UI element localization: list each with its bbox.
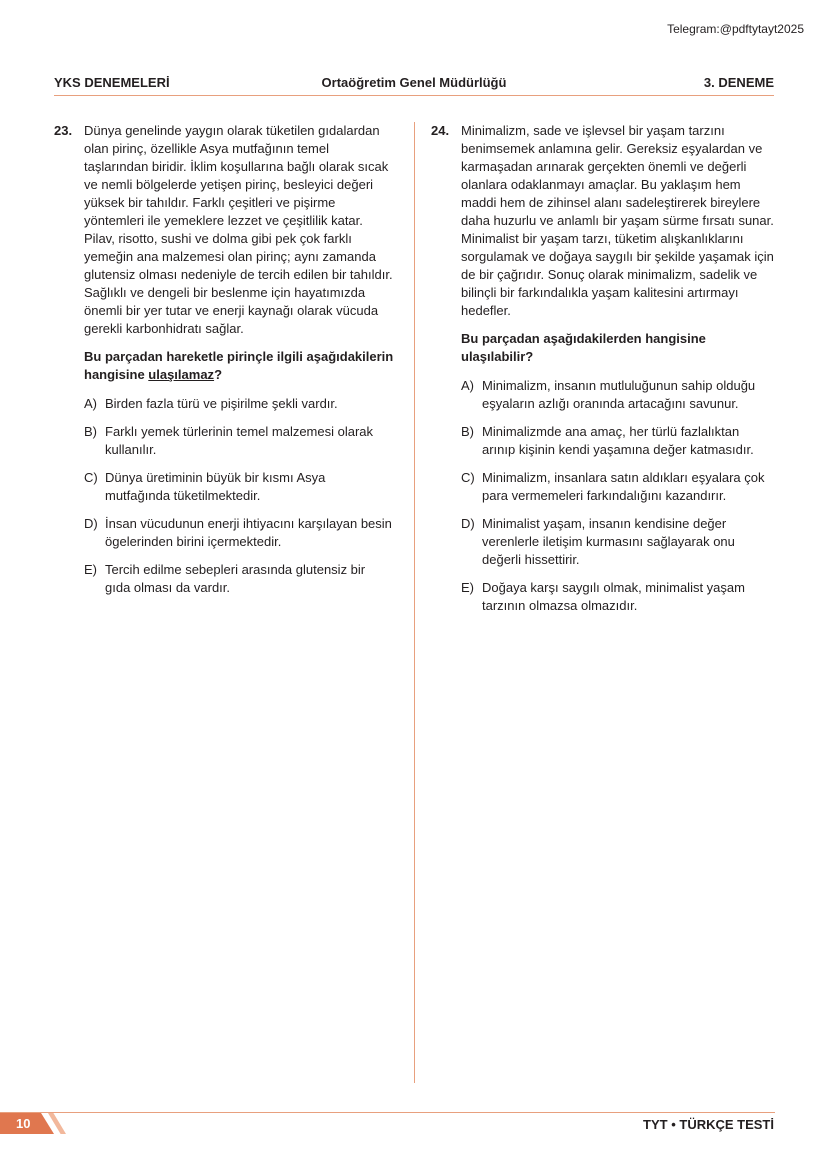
header-left: YKS DENEMELERİ: [54, 75, 170, 90]
option-text: Minimalist yaşam, insanın kendisine değer verenlerle iletişim kurmasını sağlayarak onu değerli hissettirir.: [482, 516, 735, 567]
option-letter: D): [84, 516, 98, 531]
question-23: [54, 122, 394, 607]
page-header: [54, 75, 774, 96]
option-letter: C): [84, 470, 98, 485]
option-letter: E): [461, 580, 474, 595]
option-letter: C): [461, 470, 475, 485]
option-letter: A): [461, 378, 474, 393]
stem-text: Bu parçadan hareketle pirinçle ilgili aşağıdakilerin hangisine: [84, 349, 394, 382]
option-text: Dünya üretiminin büyük bir kısmı Asya mutfağında tüketilmektedir.: [105, 470, 326, 503]
option-b[interactable]: [84, 423, 394, 459]
question-24: [431, 122, 776, 625]
option-text: Minimalizm, insanın mutluluğunun sahip olduğu eşyaların azlığı oranında artacağını savunur.: [482, 378, 756, 411]
footer-rule: [0, 1112, 775, 1113]
option-d[interactable]: [461, 515, 776, 569]
question-body: [84, 122, 394, 597]
column-divider: [414, 122, 415, 1083]
option-d[interactable]: [84, 515, 394, 551]
header-center: Ortaöğretim Genel Müdürlüğü: [321, 75, 507, 90]
option-text: İnsan vücudunun enerji ihtiyacını karşılayan besin ögelerinden birini içermektedir.: [105, 516, 392, 549]
option-text: Doğaya karşı saygılı olmak, minimalist yaşam tarzının olmazsa olmazıdır.: [482, 580, 745, 613]
option-text: Minimalizm, insanlara satın aldıkları eşyalara çok para vermemeleri farkındalığını kazandırır.: [482, 470, 765, 503]
question-number: 24.: [431, 123, 450, 138]
question-stem: [84, 348, 394, 384]
option-text: Birden fazla türü ve pişirilme şekli vardır.: [105, 396, 338, 411]
option-letter: E): [84, 562, 97, 577]
question-passage: Dünya genelinde yaygın olarak tüketilen gıdalardan olan pirinç, özellikle Asya mutfağının temel taşlarından biridir. İklim koşullarına bağlı olarak sıcak ve nemli bölgelerde yetişen pirinç, besleyici değeri yüksek bir tahıldır. Farklı çeşitleri ve pişirme yöntemleri ile yemeklere lezzet ve çeşitlilik katar. Pilav, risotto, sushi ve dolma gibi pek çok farklı yemeğin ana malzemesi olan pirinç; aynı zamanda glutensiz olması nedeniyle de tercih edilen bir tahıldır. Sağlıklı ve dengeli bir beslenme için hayatımızda önemli bir yer tutar ve enerji kaynağı olarak vücuda gerekli karbonhidratı sağlar.: [84, 123, 393, 336]
header-right: 3. DENEME: [703, 75, 774, 90]
answer-options: [461, 377, 776, 615]
question-stem: Bu parçadan aşağıdakilerden hangisine ulaşılabilir?: [461, 331, 706, 364]
answer-options: [84, 395, 394, 597]
question-passage: Minimalizm, sade ve işlevsel bir yaşam tarzını benimsemek anlamına gelir. Gereksiz eşyalardan ve karmaşadan arınarak gerçekten önemli ve değerli olanlara odaklanmayı amaçlar. Bu yaklaşım hem maddi hem de zihinsel alanı sadeleştirerek bireylere daha huzurlu ve anlamlı bir yaşam sürme fırsatı sunar. Minimalist bir yaşam tarzı, tüketim alışkanlıklarını sorgulamak ve doğaya saygılı bir şekilde yaşamak için de bir çağrıdır. Sonuç olarak minimalizm, sadelik ve bilinçli bir farkındalıkla yaşam kalitesini artırmayı hedefler.: [461, 123, 774, 318]
option-b[interactable]: [461, 423, 776, 459]
option-letter: A): [84, 396, 97, 411]
option-c[interactable]: [461, 469, 776, 505]
option-a[interactable]: [84, 395, 394, 413]
question-body: [461, 122, 776, 615]
footer-title: TYT • TÜRKÇE TESTİ: [643, 1117, 774, 1132]
option-c[interactable]: [84, 469, 394, 505]
stem-end: ?: [214, 367, 223, 382]
question-number: 23.: [54, 123, 73, 138]
telegram-watermark: Telegram:@pdftytayt2025: [667, 22, 804, 36]
stem-emphasis: ulaşılamaz: [148, 367, 215, 382]
option-text: Minimalizmde ana amaç, her türlü fazlalıktan arınıp kişinin kendi yaşamına değer katmasıdır.: [482, 424, 754, 457]
option-text: Tercih edilme sebepleri arasında glutensiz bir gıda olması da vardır.: [105, 562, 366, 595]
option-text: Farklı yemek türlerinin temel malzemesi olarak kullanılır.: [105, 424, 374, 457]
option-letter: B): [84, 424, 97, 439]
option-letter: D): [461, 516, 475, 531]
option-a[interactable]: [461, 377, 776, 413]
option-letter: B): [461, 424, 474, 439]
option-e[interactable]: [84, 561, 394, 597]
page-number: 10: [16, 1116, 31, 1131]
option-e[interactable]: [461, 579, 776, 615]
